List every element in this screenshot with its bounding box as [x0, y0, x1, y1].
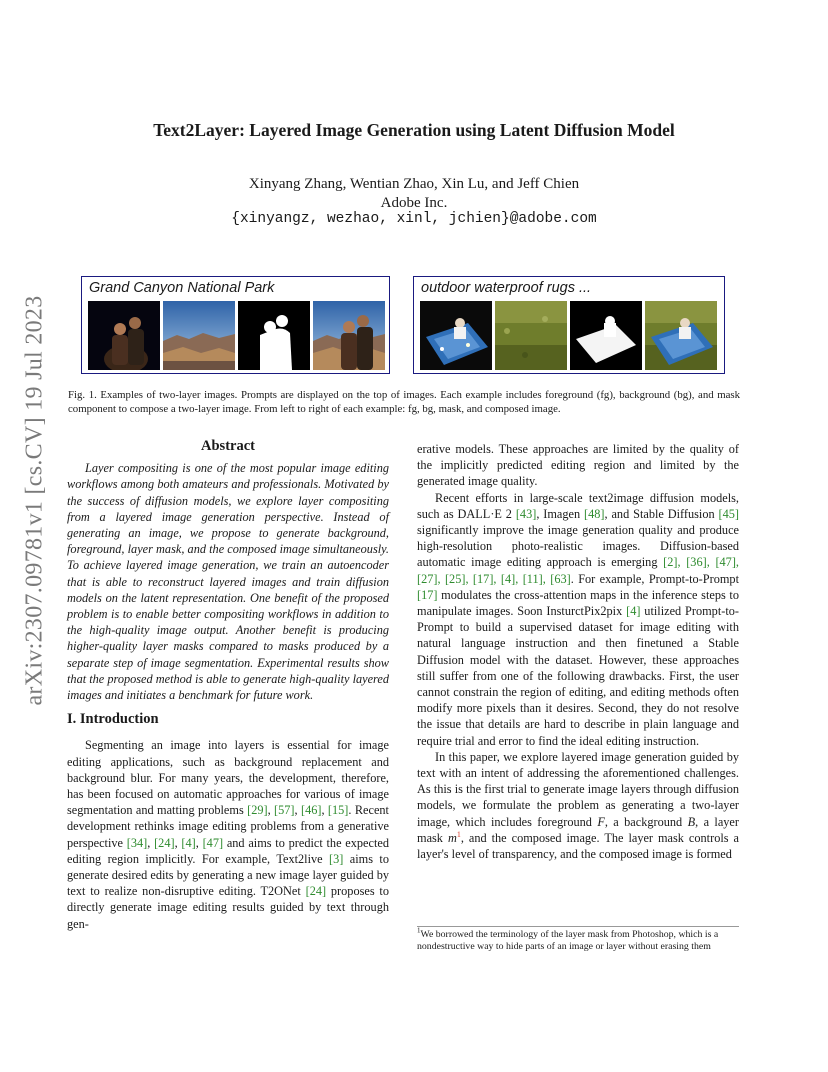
author-block [0, 175, 828, 213]
bg-image-grass [495, 301, 567, 370]
citation-link[interactable]: [4] [181, 835, 196, 850]
body-paragraph-this-paper: In this paper, we explore layered image generation guided by text with an intent of addressing the aforementioned challenges. As this is the first trial to generate image layers through diffusion models, we formulate the problem as generating a two-layer image, which includes foreground F, a background B, a layer mask $m^1$, and the composed image. The layer mask controls a layer's level of transparency, and the composed image is formed [417, 749, 739, 862]
paper-title: Text2Layer: Layered Image Generation using Latent Diffusion Model [153, 120, 675, 140]
bg-image-canyon [163, 301, 235, 370]
footnote-link[interactable]: 1 [456, 829, 461, 839]
abstract-body: Layer compositing is one of the most popular image editing workflows among both amateurs and professionals. Motivated by the success of diffusion models, we explore layer compositing from a layered image generation perspective. Instead of generating an image, we propose to generate background, foreground, layer mask, and the composed image simultaneously. To achieve layered image generation, we train an autoencoder that is able to reconstruct layered images and train diffusion models on the latent representation. One benefit of the proposed problem is to enable better compositing workflows in addition to the high-quality image output. Another benefit is producing higher-quality layer masks compared to masks produced by a separate step of image segmentation. Experimental results show that the proposed method is able to generate high-quality layered images and initiates a benchmark for future work. [67, 461, 389, 703]
citation-link[interactable]: [43] [515, 506, 537, 521]
fg-image-rug [420, 301, 492, 370]
prompt-left: Grand Canyon National Park [89, 280, 275, 296]
right-column [417, 441, 739, 862]
figure-caption: Fig. 1. Examples of two-layer images. Prompts are displayed on the top of images. Each example includes foreground (fg), background (bg), and mask component to compose a two-layer image. From left to right of each example: fg, bg, mask, and composed image. [68, 389, 740, 415]
abstract-heading: Abstract [201, 438, 255, 454]
citation-link[interactable]: [48] [584, 506, 605, 521]
section-heading-introduction: I. Introduction [67, 711, 159, 728]
body-paragraph-diffusion: Recent efforts in large-scale text2image diffusion models, such as DALL·E 2 [43], Imagen [48], and Stable Diffusion [45] significantly improve the image generation quality and produce high-resolution photo-realistic images. Diffusion-based automatic image editing approach is emerging [2], [36], [47], [27], [25], [17], [4], [11], [63]. For example, Prompt-to-Prompt [17] modulates the cross-attention maps in the inference steps to manipulate images. Soon InsturctPix2pix [4] utilized Prompt-to-Prompt to build a supervised dataset for image editing with natural language instruction and then finetuned a Stable Diffusion model with the dataset. However, these approaches still suffer from one of the following drawbacks. First, the user cannot constrain the region of editing, and editing methods often modify more pixels than it desires. Second, they do not resolve the issue that details are hard to describe in plain language and require trial and error to find the ideal editing instruction. [417, 490, 739, 748]
author-names: Xinyang Zhang, Wentian Zhao, Xin Lu, and Jeff Chien [248, 176, 580, 192]
composed-image-rug [645, 301, 717, 370]
citation-link[interactable]: [17] [417, 587, 438, 602]
footnote-mark: 1 [417, 926, 421, 935]
figure-example-right [413, 276, 725, 374]
citation-link[interactable]: [57] [274, 803, 295, 818]
figure-example-left [81, 276, 390, 374]
citation-link[interactable]: [15] [327, 803, 349, 818]
citation-link[interactable]: [2], [36], [47], [27], [25], [17], [4], [11], [63] [417, 555, 739, 586]
affiliation: Adobe Inc. [380, 195, 448, 211]
mask-image-canyon [238, 301, 310, 370]
citation-link[interactable]: [34] [126, 835, 148, 850]
citation-link[interactable]: [29] [247, 803, 268, 818]
footnote-text: We borrowed the terminology of the layer mask from Photoshop, which is a nondestructive way to hide parts of an image or layer without erasing them [417, 929, 719, 953]
fg-image-canyon [88, 301, 160, 370]
citation-link[interactable]: [24] [305, 884, 327, 899]
citation-link[interactable]: [24] [154, 835, 175, 850]
composed-image-canyon [313, 301, 385, 370]
left-column [67, 438, 389, 932]
body-paragraph-continued: erative models. These approaches are limited by the quality of the implicitly predicted editing region and limited by the generated image quality. [417, 442, 739, 489]
citation-link[interactable]: [45] [718, 506, 739, 521]
author-emails: {xinyangz, wezhao, xinl, jchien}@adobe.com [231, 211, 597, 227]
arxiv-stamp: arXiv:2307.09781v1 [cs.CV] 19 Jul 2023 [21, 294, 48, 706]
citation-link[interactable]: [47] [202, 835, 224, 850]
mask-image-rug [570, 301, 642, 370]
citation-link[interactable]: [4] [626, 604, 641, 619]
intro-paragraph: Segmenting an image into layers is essential for image editing applications, such as background replacement and background blur. For many years, the development, therefore, has been focused on automatic approaches for various of image segmentation and matting problems [29], [57], [46], [15]. Recent development rethinks image editing problems from a generative perspective [34], [24], [4], [47] and aims to predict the expected editing region implicitly. For example, Text2live [3] aims to generate desired edits by generating a new image layer guided by text to realize non-disruptive editing. T2ONet [24] proposes to directly generate image editing results guided by text through gen- [67, 738, 389, 931]
citation-link[interactable]: [46] [300, 803, 322, 818]
prompt-right: outdoor waterproof rugs ... [421, 280, 592, 296]
footnote [417, 926, 739, 953]
citation-link[interactable]: [3] [329, 851, 344, 866]
